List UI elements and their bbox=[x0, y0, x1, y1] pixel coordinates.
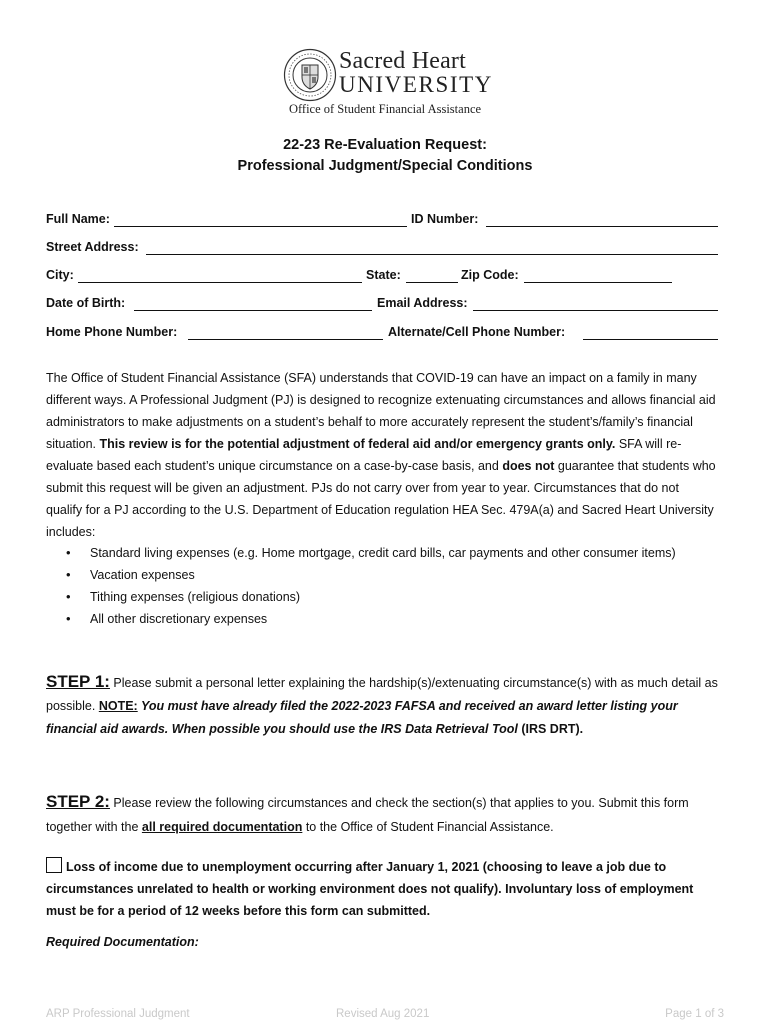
form-row-name-id bbox=[46, 212, 718, 230]
university-name-line1: Sacred Heart bbox=[339, 48, 466, 74]
step1-text: Please submit a personal letter explaining the hardship(s)/extenuating circumstance(s) with as much detail as possible. bbox=[46, 676, 718, 713]
step2-text-1: Please review the following circumstances and check the section(s) that applies to you. Submit this form together with the bbox=[46, 796, 689, 834]
form-row-city-state-zip bbox=[46, 268, 718, 286]
date-of-birth-field[interactable] bbox=[134, 310, 372, 311]
list-item: • All other discretionary expenses bbox=[66, 608, 706, 630]
intro-bold-2: does not bbox=[502, 459, 555, 473]
city-field[interactable] bbox=[78, 282, 362, 283]
step2-section bbox=[46, 790, 718, 839]
step1-note-text: You must have already filed the 2022-2023 FAFSA and received an award letter listing your financial aid awards. When possible you should use the IRS Data Retrieval Tool bbox=[46, 699, 678, 736]
list-item: • Vacation expenses bbox=[66, 564, 706, 586]
step2-text-2: to the Office of Student Financial Assistance. bbox=[302, 820, 554, 834]
home-phone-field[interactable] bbox=[188, 339, 383, 340]
form-row-dob-email bbox=[46, 296, 718, 314]
list-item: • Tithing expenses (religious donations) bbox=[66, 586, 706, 608]
step1-section bbox=[46, 670, 718, 741]
unemployment-checkbox-label: Loss of income due to unemployment occurring after January 1, 2021 (choosing to leave a job due to circumstances unrelated to health or working environment does not qualify). Involuntary loss of employment must be for a period of 12 weeks before this form can submitted. bbox=[46, 860, 694, 918]
form-row-street bbox=[46, 240, 718, 258]
alt-phone-field[interactable] bbox=[583, 339, 718, 340]
id-number-field[interactable] bbox=[486, 226, 718, 227]
intro-paragraph bbox=[46, 367, 718, 543]
university-seal-icon bbox=[283, 48, 337, 102]
unemployment-checkbox[interactable] bbox=[46, 857, 62, 873]
step1-note-label: NOTE: bbox=[98, 699, 138, 713]
office-name: Office of Student Financial Assistance bbox=[288, 102, 482, 116]
intro-text-2: SFA will re-evaluate based each student’s unique circumstance on a case-by-case basis, and bbox=[46, 437, 682, 473]
list-item: • Standard living expenses (e.g. Home mortgage, credit card bills, car payments and other consumer items) bbox=[66, 542, 706, 564]
zip-code-field[interactable] bbox=[524, 282, 672, 283]
footer-page-number: Page 1 of 3 bbox=[665, 1008, 724, 1020]
university-name-line2: UNIVERSITY bbox=[339, 72, 493, 97]
step1-note-end: (IRS DRT). bbox=[517, 722, 584, 736]
street-address-field[interactable] bbox=[146, 254, 718, 255]
full-name-field[interactable] bbox=[114, 226, 407, 227]
university-wordmark bbox=[339, 48, 493, 96]
city-label: City: bbox=[46, 268, 74, 282]
date-of-birth-label: Date of Birth: bbox=[46, 296, 126, 310]
step1-heading: STEP 1: bbox=[46, 672, 110, 691]
state-label: State: bbox=[366, 268, 401, 282]
document-subtitle: Professional Judgment/Special Conditions bbox=[237, 158, 533, 174]
unemployment-section bbox=[46, 856, 718, 922]
email-address-field[interactable] bbox=[473, 310, 718, 311]
street-address-label: Street Address: bbox=[46, 240, 139, 254]
required-documentation-link: all required documentation bbox=[141, 820, 303, 834]
footer-revision: Revised Aug 2021 bbox=[336, 1008, 430, 1020]
exclusions-list bbox=[66, 542, 706, 630]
zip-code-label: Zip Code: bbox=[461, 268, 519, 282]
state-field[interactable] bbox=[406, 282, 458, 283]
form-row-phones bbox=[46, 325, 718, 343]
id-number-label: ID Number: bbox=[411, 212, 479, 226]
university-logo bbox=[283, 48, 493, 104]
intro-text-1: The Office of Student Financial Assistance (SFA) understands that COVID-19 can have an impact on a family in many different ways. A Professional Judgment (PJ) is designed to recognize extenuating circumstances and allows financial aid administrators to make adjustments on a student’s behalf to more accurately represent the student’s/family’s financial situation. bbox=[46, 371, 716, 451]
email-address-label: Email Address: bbox=[377, 296, 468, 310]
full-name-label: Full Name: bbox=[46, 212, 110, 226]
step2-heading: STEP 2: bbox=[46, 792, 110, 811]
intro-bold-1: This review is for the potential adjustment of federal aid and/or emergency grants only. bbox=[99, 437, 616, 451]
home-phone-label: Home Phone Number: bbox=[46, 325, 178, 339]
footer-form-name: ARP Professional Judgment bbox=[46, 1008, 190, 1020]
required-documentation-heading: Required Documentation: bbox=[46, 935, 199, 949]
intro-text-3: guarantee that students who submit this request will be given an adjustment. PJs do not carry over from year to year. Circumstances that do not qualify for a PJ according to the U.S. Department of Education regulation HEA Sec. 479A(a) and Sacred Heart University includes: bbox=[46, 459, 716, 539]
alt-phone-label: Alternate/Cell Phone Number: bbox=[388, 325, 566, 339]
document-title: 22-23 Re-Evaluation Request: bbox=[283, 137, 487, 153]
